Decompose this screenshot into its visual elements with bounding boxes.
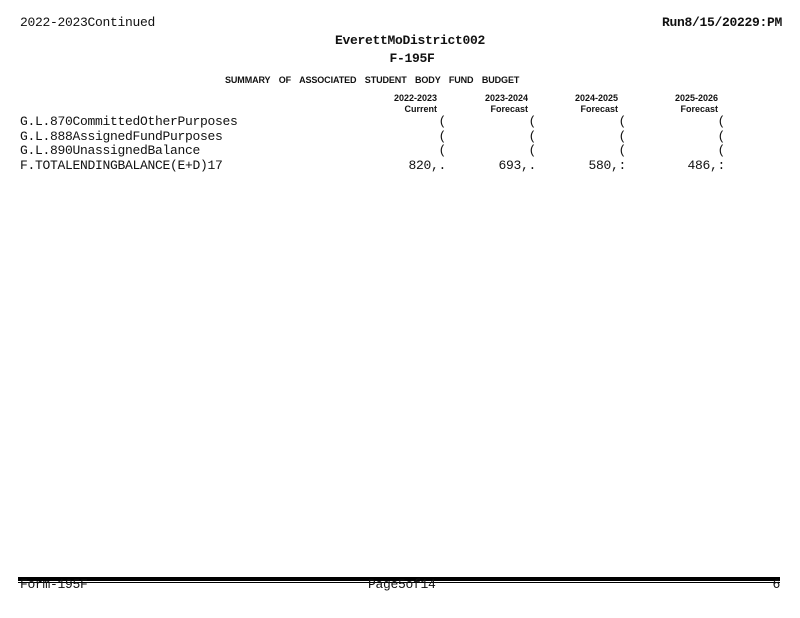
column-type: Current (404, 104, 437, 114)
table-cell: ( (438, 129, 446, 144)
table-cell: ( (618, 143, 626, 158)
row-label-unassigned: G.L.890UnassignedBalance (20, 143, 201, 158)
column-header-current (357, 93, 437, 115)
table-cell: ( (528, 129, 536, 144)
table-cell: ( (438, 114, 446, 129)
column-year: 2022-2023 (393, 93, 437, 103)
table-cell: 693,. (498, 158, 536, 173)
column-header-forecast-1 (448, 93, 528, 115)
table-cell: ( (438, 143, 446, 158)
table-cell: ( (717, 129, 725, 144)
column-type: Forecast (580, 104, 618, 114)
table-cell: 486,: (687, 158, 725, 173)
table-cell: ( (717, 143, 725, 158)
report-subtitle: SUMMARY OF ASSOCIATED STUDENT BODY FUND BUDGET (225, 75, 520, 85)
table-cell: ( (528, 114, 536, 129)
row-label-committed: G.L.870CommittedOtherPurposes (20, 114, 238, 129)
table-cell: 580,: (588, 158, 626, 173)
column-year: 2024-2025 (574, 93, 618, 103)
table-cell: ( (618, 129, 626, 144)
table-cell: ( (528, 143, 536, 158)
column-year: 2023-2024 (484, 93, 528, 103)
table-cell: ( (618, 114, 626, 129)
column-header-forecast-3 (638, 93, 718, 115)
row-label-assigned: G.L.888AssignedFundPurposes (20, 129, 223, 144)
footer-sheet-number: 6 (772, 577, 780, 592)
table-cell: 820,. (408, 158, 446, 173)
column-type: Forecast (680, 104, 718, 114)
row-label-total-ending-balance: F.TOTALENDINGBALANCE(E+D)17 (20, 158, 223, 173)
footer-form-id: Form-195F (20, 577, 88, 592)
run-timestamp: Run8/15/20229:PM (661, 15, 782, 30)
footer-page-number: Page5of14 (368, 577, 436, 592)
column-type: Forecast (490, 104, 528, 114)
table-cell: ( (717, 114, 725, 129)
form-title: F-195F (389, 51, 435, 66)
report-continuation-label: 2022-2023Continued (20, 15, 156, 30)
column-header-forecast-2 (538, 93, 618, 115)
column-year: 2025-2026 (674, 93, 718, 103)
district-name: EverettMoDistrict002 (334, 33, 486, 48)
